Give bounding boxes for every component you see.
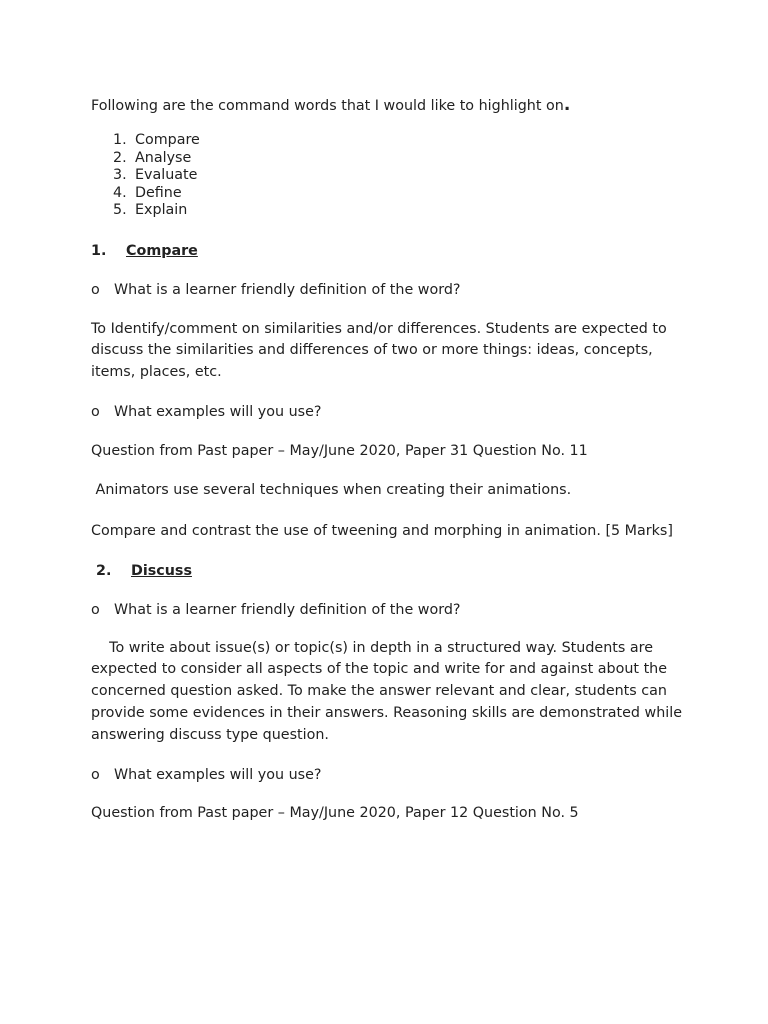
section-number: 1.: [91, 242, 107, 259]
list-item-label: Evaluate: [135, 167, 198, 183]
list-item: [113, 167, 691, 185]
intro-paragraph: [91, 95, 691, 116]
question-text: What is a learner friendly definition of the word?: [114, 281, 461, 298]
bullet-marker: o: [91, 767, 100, 784]
bullet-marker: o: [91, 403, 100, 420]
list-item-label: Compare: [135, 132, 200, 148]
past-paper-reference: Question from Past paper – May/June 2020, Paper 31 Question No. 11: [91, 442, 588, 459]
question-task: Compare and contrast the use of tweening and morphing in animation. [5 Marks]: [91, 523, 673, 540]
definition-question: [91, 280, 691, 300]
past-paper-reference: Question from Past paper – May/June 2020, Paper 12 Question No. 5: [91, 805, 579, 822]
document-page: [91, 95, 691, 825]
definition-paragraph: To Identify/comment on similarities and/or differences. Students are expected to discuss the similarities and differences of two or more things: ideas, concepts, items, places, etc.: [91, 320, 667, 380]
question-text: What is a learner friendly definition of the word?: [114, 601, 461, 618]
section-heading-compare: [91, 241, 691, 261]
examples-question: [91, 765, 691, 785]
intro-period: .: [563, 95, 571, 115]
command-words-list: [91, 132, 691, 220]
section-heading-discuss: [91, 561, 691, 581]
list-item: [113, 202, 691, 220]
list-item-number: 4.: [113, 184, 127, 201]
question-text: What examples will you use?: [114, 403, 322, 420]
section-title: Discuss: [131, 562, 192, 579]
definition-paragraph: To write about issue(s) or topic(s) in depth in a structured way. Students are expected to consider all aspects of the topic and write for and against about the concerned question asked. To make the answer relevant and clear, students can provide some evidences in their answers. Reasoning skills are demonstrated while answering discuss type question.: [91, 639, 682, 743]
list-item-number: 2.: [113, 149, 127, 166]
list-item: [113, 185, 691, 203]
section-title: Compare: [126, 242, 198, 259]
intro-text: Following are the command words that I would like to highlight on: [91, 98, 564, 114]
question-stem: Animators use several techniques when creating their animations.: [91, 482, 572, 499]
section-number: 2.: [96, 562, 112, 579]
list-item-number: 5.: [113, 202, 127, 218]
bullet-marker: o: [91, 281, 100, 298]
list-item-number: 3.: [113, 167, 127, 183]
list-item-label: Analyse: [135, 149, 192, 166]
list-item-label: Explain: [135, 202, 188, 218]
examples-question: [91, 402, 691, 422]
question-text: What examples will you use?: [114, 767, 322, 784]
list-item-label: Define: [135, 184, 182, 201]
list-item-number: 1.: [113, 132, 127, 148]
definition-question: [91, 600, 691, 620]
bullet-marker: o: [91, 601, 100, 618]
list-item: [113, 150, 691, 168]
list-item: [113, 132, 691, 150]
